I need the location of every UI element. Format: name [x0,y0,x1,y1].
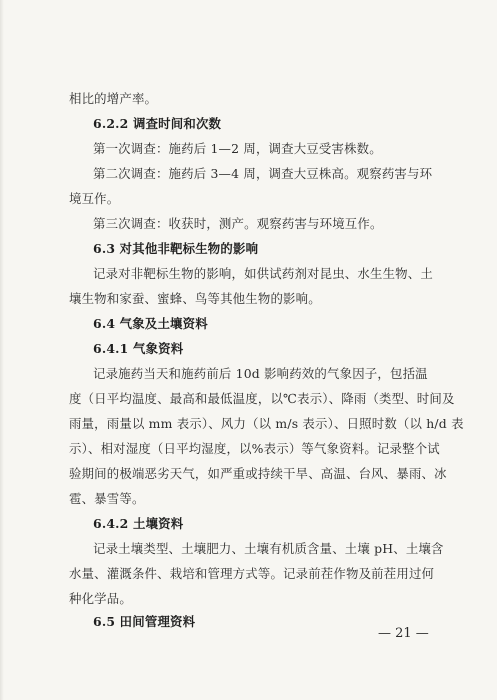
page-number: — 21 — [378,626,429,641]
text-line: 记录施药当天和施药前后 10d 影响药效的气象因子，包括温 [93,366,428,381]
heading-6-5: 6.5 田间管理资料 [93,614,196,629]
text-line: 水量、灌溉条件、栽培和管理方式等。记录前茬作物及前茬用过何 [69,566,435,581]
text-line: 验期间的极端恶劣天气，如严重或持续干旱、高温、台风、暴雨、冰 [69,466,447,481]
text-line: 境互作。 [69,191,120,206]
text-line: 雹、暴雪等。 [69,491,145,506]
text-line: 壤生物和家蚕、蜜蜂、鸟等其他生物的影响。 [69,291,321,306]
heading-6-2-2: 6.2.2 调查时间和次数 [93,116,222,131]
text-line: 第三次调查：收获时，测产。观察药害与环境互作。 [93,216,383,231]
text-line: 第一次调查：施药后 1—2 周，调查大豆受害株数。 [93,141,382,156]
text-line: 雨量，雨量以 mm 表示）、风力（以 m/s 表示）、日照时数（以 h/d 表 [69,416,464,431]
page-edge-shadow [0,0,4,700]
heading-6-4-2: 6.4.2 土壤资料 [93,516,184,531]
heading-6-4: 6.4 气象及土壤资料 [93,316,208,331]
text-line: 度（日平均温度、最高和最低温度，以℃表示）、降雨（类型、时间及 [69,391,455,406]
text-line: 第二次调查：施药后 3—4 周，调查大豆株高。观察药害与环 [93,166,433,181]
text-line: 记录土壤类型、土壤肥力、土壤有机质含量、土壤 pH、土壤含 [93,541,444,556]
text-line: 相比的增产率。 [69,91,158,106]
text-line: 种化学品。 [69,591,132,606]
text-line: 示）、相对湿度（日平均湿度，以%表示）等气象资料。记录整个试 [69,441,440,456]
heading-6-4-1: 6.4.1 气象资料 [93,341,184,356]
heading-6-3: 6.3 对其他非靶标生物的影响 [93,241,259,256]
text-line: 记录对非靶标生物的影响，如供试药剂对昆虫、水生生物、土 [93,266,433,281]
